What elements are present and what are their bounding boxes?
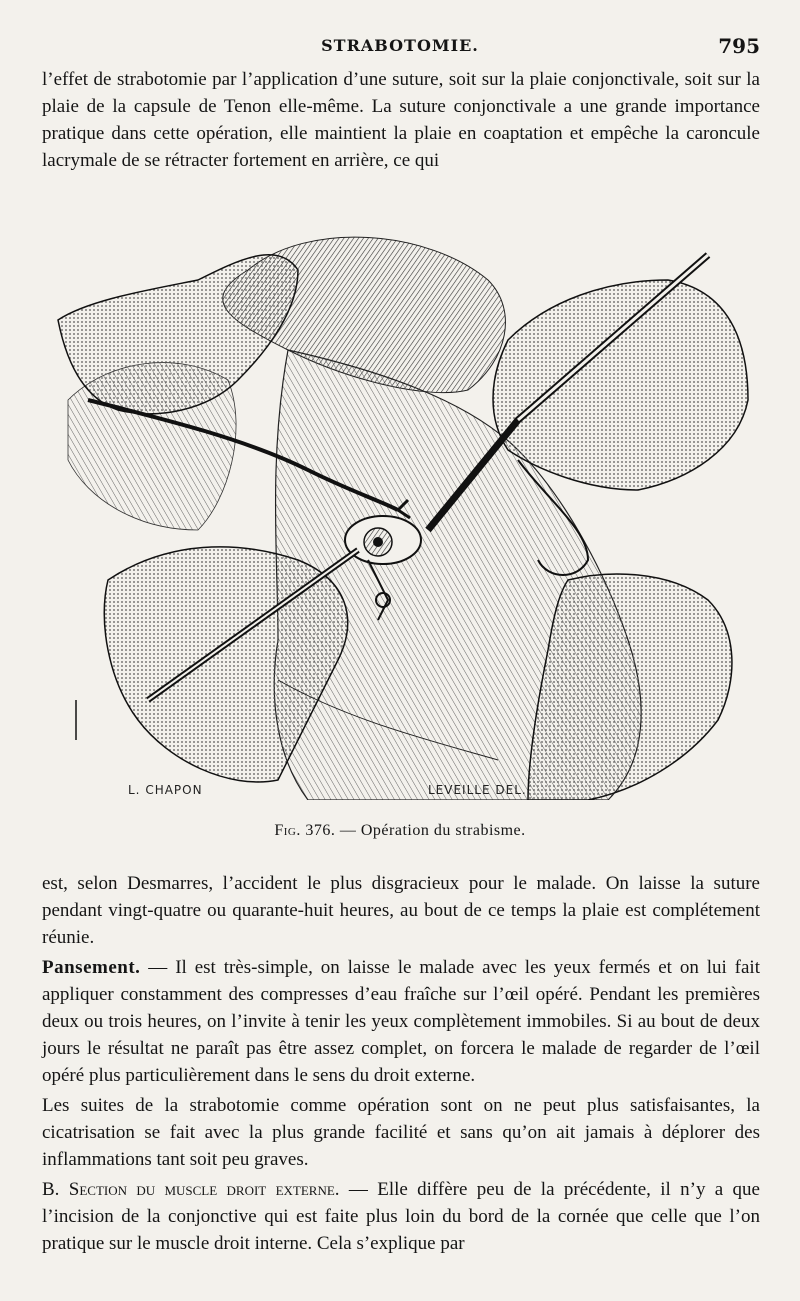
upper-right-hand [493,280,748,490]
page-header [40,30,760,60]
top-text-block [42,66,760,174]
figure-title: — Opération du strabisme. [339,822,526,839]
engraving-figure [48,200,760,800]
paragraph-pansement [42,954,760,1089]
section-b-text: — Elle diffère peu de la précédente, il n’y a que l’incision de la conjonctive qui est faite plus loin du bord de la cornée que celle que l’on pratique sur le muscle droit interne. Cela s’explique par [42,1179,760,1254]
lower-right-hand [528,574,732,800]
figure-number: Fig. 376. [274,822,336,839]
figure-caption [0,822,800,840]
paragraph-desmarres: est, selon Desmarres, l’accident le plus disgracieux pour le malade. On laisse la suture pendant vingt-quatre ou quarante-huit heures, au bout de ce temps la plaie est complétement réunie. [42,873,760,948]
pansement-heading: Pansement. [42,957,141,978]
section-b-heading: B. Section du muscle droit externe. [42,1179,340,1200]
engraver-signature: L. CHAPON [128,783,203,797]
running-title: STRABOTOMIE. [321,36,479,55]
pansement-text: — Il est très-simple, on laisse le malade avec les yeux fermés et on lui fait appliquer constamment des compresses d’eau fraîche sur l’œil opéré. Pendant les premières deux ou trois heures, on l’invite à tenir les yeux complètement immobiles. Si au bout de deux jours le résultat ne paraît pas être assez complet, on forcera le malade de regarder de l’œil opéré plus particulièrement dans le sens du droit externe. [42,957,760,1086]
page-number: 795 [718,34,760,58]
artist-signature: LEVEILLE DEL. [428,783,527,797]
paragraph-section-b [42,1176,760,1257]
upper-left-hand [58,255,298,414]
strabismus-operation-engraving [48,200,760,800]
paragraph-suites: Les suites de la strabotomie comme opération sont on ne peut plus satisfaisantes, la cicatrisation se fait avec la plus grande facilité et sans qu’on ait jamais à déplorer des inflammations tant soit peu graves. [42,1095,760,1170]
continuation-paragraph: l’effet de strabotomie par l’application d’une suture, soit sur la plaie conjonctivale, soit sur la plaie de la capsule de Tenon elle-même. La suture conjonctivale a une grande importance pratique dans cette opération, elle maintient la plaie en coaptation et empêche la caroncule lacrymale de se rétracter fortement en arrière, ce qui [42,69,760,171]
bottom-text-block [42,870,760,1257]
